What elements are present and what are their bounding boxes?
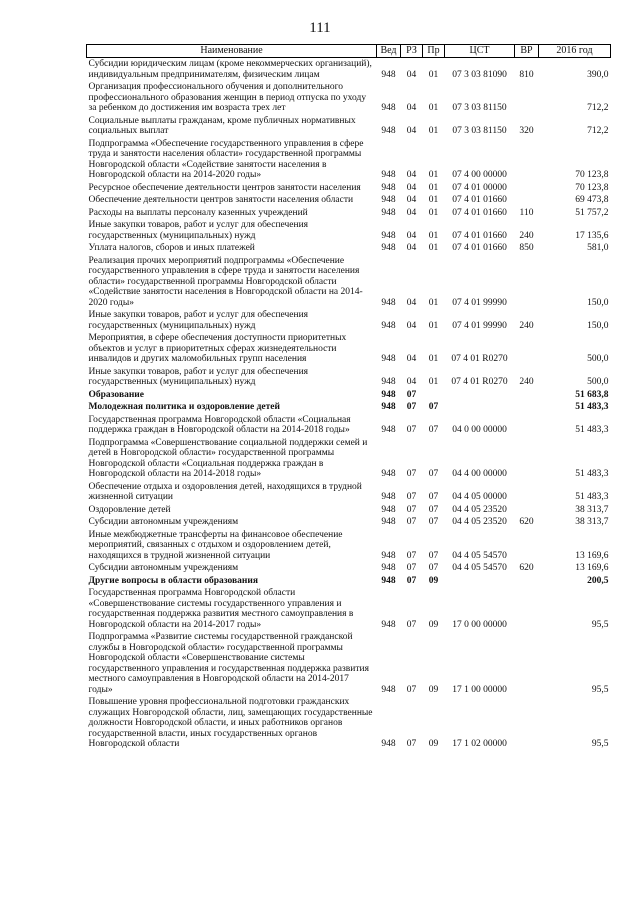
cell-pr: 09	[428, 684, 439, 695]
header-vr: ВР	[515, 45, 539, 58]
budget-table	[86, 44, 611, 751]
cell-pr: 09	[428, 619, 439, 630]
cell-cst: 07 3 03 81150	[452, 103, 507, 113]
cell-name: Оздоровление детей	[88, 504, 171, 515]
cell-name: Иные закупки товаров, работ и услуг для обеспечения государственных (муниципальных) нужд	[88, 366, 309, 387]
cell-pr: 09	[428, 739, 439, 749]
cell-vr: 240	[519, 230, 534, 241]
table-row	[87, 255, 611, 310]
header-rz: РЗ	[401, 45, 423, 58]
cell-sum: 150,0	[587, 320, 609, 331]
cell-cst: 07 4 01 00000	[452, 182, 507, 193]
cell-pr: 01	[428, 126, 439, 136]
table-row	[87, 587, 611, 631]
cell-name: Подпрограмма «Развитие системы государственной гражданской службы в Новгородской области» государственной программы Новгородской области «Совершенствование системы государственного управления и государственная поддержка развития местного самоуправления в Новгородской области на 2014-2017 годы»	[88, 632, 369, 695]
cell-sum: 712,2	[587, 126, 609, 136]
table-row	[87, 138, 611, 182]
table-row	[87, 504, 611, 517]
cell-rz: 07	[406, 492, 417, 502]
cell-cst: 07 4 01 01660	[452, 230, 507, 241]
cell-name: Расходы на выплаты персоналу казенных учреждений	[88, 207, 308, 218]
cell-vr	[515, 194, 539, 207]
cell-rz: 07	[406, 389, 417, 400]
cell-vr	[515, 332, 539, 366]
cell-name: Иные закупки товаров, работ и услуг для обеспечения государственных (муниципальных) нужд	[88, 310, 309, 331]
cell-cst: 17 1 00 00000	[452, 684, 507, 695]
cell-rz: 07	[406, 575, 417, 586]
cell-pr: 09	[428, 575, 439, 586]
cell-pr: 07	[428, 425, 439, 435]
cell-ved: 948	[381, 469, 396, 479]
cell-sum: 51 483,3	[575, 425, 609, 435]
cell-vr: 850	[519, 243, 534, 253]
cell-name: Другие вопросы в области образования	[88, 575, 259, 586]
cell-name: Субсидии юридическим лицам (кроме некоммерческих организаций), индивидуальным предпринимателям, физическим лицам	[88, 59, 372, 80]
cell-ved: 948	[381, 563, 396, 573]
cell-vr	[515, 575, 539, 588]
cell-pr: 07	[428, 402, 439, 412]
cell-name: Молодежная политика и оздоровление детей	[88, 402, 280, 412]
cell-vr: 240	[519, 320, 534, 331]
cell-name: Уплата налогов, сборов и иных платежей	[88, 243, 255, 253]
cell-rz: 07	[406, 469, 417, 479]
table-row	[87, 516, 611, 529]
table-row	[87, 414, 611, 437]
cell-sum: 95,5	[591, 739, 609, 749]
cell-pr: 01	[428, 354, 439, 364]
cell-ved: 948	[381, 739, 396, 749]
cell-vr	[515, 255, 539, 310]
cell-pr: 01	[428, 320, 439, 331]
cell-cst: 07 3 03 81090	[452, 69, 507, 80]
cell-name: Субсидии автономным учреждениям	[88, 563, 239, 573]
cell-vr	[515, 182, 539, 195]
header-cst: ЦСТ	[445, 45, 515, 58]
cell-sum: 51 483,3	[575, 469, 609, 479]
cell-cst: 07 3 03 81150	[452, 126, 507, 136]
cell-ved: 948	[381, 195, 396, 205]
cell-sum: 712,2	[587, 103, 609, 113]
table-row	[87, 219, 611, 242]
cell-rz: 04	[406, 354, 417, 364]
cell-sum: 69 473,8	[575, 195, 609, 205]
cell-sum: 17 135,6	[575, 230, 609, 241]
cell-pr: 07	[428, 517, 439, 527]
cell-pr: 01	[428, 182, 439, 193]
table-row	[87, 696, 611, 751]
cell-ved: 948	[381, 297, 396, 308]
cell-ved: 948	[381, 517, 396, 527]
cell-sum: 70 123,8	[575, 182, 609, 193]
cell-sum: 500,0	[587, 377, 609, 387]
table-row	[87, 481, 611, 504]
cell-cst: 04 4 00 00000	[452, 469, 507, 479]
cell-pr: 01	[428, 230, 439, 241]
cell-vr	[515, 504, 539, 517]
cell-name: Иные межбюджетные трансферты на финансовое обеспечение мероприятий, связанных с отдыхом и оздоровлением детей, находящихся в трудной жизненной ситуации	[88, 529, 343, 561]
cell-ved: 948	[381, 170, 396, 180]
cell-cst: 07 4 01 01660	[452, 207, 507, 218]
cell-vr: 240	[519, 377, 534, 387]
cell-ved: 948	[381, 320, 396, 331]
cell-ved: 948	[381, 103, 396, 113]
cell-rz: 07	[406, 684, 417, 695]
cell-rz: 07	[406, 563, 417, 573]
cell-cst: 04 4 05 23520	[452, 504, 507, 515]
cell-sum: 51 483,3	[575, 402, 609, 412]
cell-cst: 07 4 00 00000	[452, 170, 507, 180]
table-row	[87, 366, 611, 389]
cell-pr: 01	[428, 195, 439, 205]
cell-ved: 948	[381, 492, 396, 502]
cell-cst: 07 4 01 99990	[452, 320, 507, 331]
cell-cst	[445, 389, 515, 402]
cell-name: Иные закупки товаров, работ и услуг для обеспечения государственных (муниципальных) нужд	[88, 220, 309, 241]
cell-ved: 948	[381, 619, 396, 630]
cell-rz: 04	[406, 377, 417, 387]
cell-cst: 07 4 01 R0270	[451, 354, 508, 364]
cell-cst: 07 4 01 R0270	[451, 377, 508, 387]
table-row	[87, 437, 611, 481]
cell-name: Субсидии автономным учреждениям	[88, 517, 239, 527]
cell-ved: 948	[381, 230, 396, 241]
cell-vr	[515, 138, 539, 182]
table-row	[87, 309, 611, 332]
cell-sum: 38 313,7	[575, 517, 609, 527]
table-header-row	[87, 45, 611, 58]
cell-sum: 200,5	[587, 575, 609, 586]
cell-rz: 04	[406, 126, 417, 136]
cell-name: Реализация прочих мероприятий подпрограммы «Обеспечение государственного управления в сфере труда и занятости населения области» государственной программы Новгородской области «Содействие занятости населения в Новгородской области на 2014-2020 годы»	[88, 255, 363, 308]
cell-rz: 07	[406, 504, 417, 515]
cell-name: Подпрограмма «Обеспечение государственного управления в сфере труда и занятости населения области» государственной программы Новгородской области «Содействие занятости населения в Новгородской области на 2014-2020 годы»	[88, 138, 364, 180]
cell-rz: 04	[406, 297, 417, 308]
cell-vr	[515, 81, 539, 115]
cell-vr	[515, 389, 539, 402]
table-row	[87, 242, 611, 255]
cell-ved: 948	[381, 402, 396, 412]
cell-pr: 01	[428, 297, 439, 308]
cell-name: Ресурсное обеспечение деятельности центров занятости населения	[88, 182, 361, 193]
cell-vr	[515, 587, 539, 631]
cell-pr	[423, 389, 445, 402]
cell-ved: 948	[381, 575, 396, 586]
header-ved: Вед	[377, 45, 401, 58]
cell-name: Обеспечение деятельности центров занятости населения области	[88, 195, 354, 205]
cell-ved: 948	[381, 207, 396, 218]
cell-vr	[515, 414, 539, 437]
cell-rz: 07	[406, 517, 417, 527]
cell-rz: 04	[406, 103, 417, 113]
cell-sum: 51 683,8	[575, 389, 609, 400]
cell-pr: 07	[428, 550, 439, 561]
cell-vr	[515, 401, 539, 414]
table-row	[87, 562, 611, 575]
cell-name: Образование	[88, 389, 144, 400]
cell-vr: 620	[519, 517, 534, 527]
cell-cst	[445, 401, 515, 414]
cell-rz: 04	[406, 207, 417, 218]
table-body	[87, 58, 611, 751]
cell-cst: 04 4 05 54570	[452, 550, 507, 561]
cell-vr	[515, 481, 539, 504]
cell-name: Подпрограмма «Совершенствование социальной поддержки семей и детей в Новгородской области» государственной программы Новгородской области «Социальная поддержка граждан в Новгородской области на 2014-2018 годы»	[88, 437, 368, 479]
cell-name: Мероприятия, в сфере обеспечения доступности приоритетных объектов и услуг в приоритетных сферах жизнедеятельности инвалидов и других маломобильных групп населения	[88, 333, 347, 364]
cell-ved: 948	[381, 243, 396, 253]
cell-name: Организация профессионального обучения и дополнительного профессионального образования женщин в период отпуска по уходу за ребенком до достижения им возраста трех лет	[88, 82, 367, 113]
header-name: Наименование	[87, 45, 377, 58]
cell-ved: 948	[381, 425, 396, 435]
cell-sum: 500,0	[587, 354, 609, 364]
table-row	[87, 575, 611, 588]
cell-cst: 17 0 00 00000	[452, 619, 507, 630]
table-row	[87, 81, 611, 115]
cell-sum: 38 313,7	[575, 504, 609, 515]
cell-rz: 07	[406, 619, 417, 630]
cell-name: Государственная программа Новгородской области «Совершенствование системы государственного управления и государственная поддержка развития местного самоуправления в Новгородской области на 2014-2017 годы»	[88, 588, 354, 630]
cell-pr: 01	[428, 243, 439, 253]
header-year: 2016 год	[539, 45, 611, 58]
cell-sum: 95,5	[591, 684, 609, 695]
header-pr: Пр	[423, 45, 445, 58]
cell-cst: 04 4 05 23520	[452, 517, 507, 527]
cell-vr: 620	[519, 563, 534, 573]
cell-ved: 948	[381, 126, 396, 136]
cell-vr	[515, 631, 539, 696]
cell-rz: 04	[406, 195, 417, 205]
cell-rz: 04	[406, 170, 417, 180]
cell-name: Государственная программа Новгородской области «Социальная поддержка граждан в Новгородской области на 2014-2018 годы»	[88, 414, 351, 435]
cell-ved: 948	[381, 182, 396, 193]
cell-rz: 04	[406, 320, 417, 331]
cell-rz: 04	[406, 182, 417, 193]
table-row	[87, 332, 611, 366]
cell-sum: 13 169,6	[575, 563, 609, 573]
cell-pr: 07	[428, 492, 439, 502]
cell-cst: 07 4 01 01660	[452, 243, 507, 253]
cell-pr: 01	[428, 69, 439, 80]
cell-cst	[445, 575, 515, 588]
cell-pr: 07	[428, 469, 439, 479]
cell-name: Социальные выплаты гражданам, кроме публичных нормативных социальных выплат	[88, 115, 356, 136]
table-row	[87, 115, 611, 138]
table-row	[87, 529, 611, 563]
cell-cst: 07 4 01 99990	[452, 297, 507, 308]
cell-vr	[515, 696, 539, 751]
cell-sum: 70 123,8	[575, 170, 609, 180]
page-number: 111	[309, 20, 331, 36]
table-row	[87, 194, 611, 207]
cell-cst: 04 4 05 54570	[452, 563, 507, 573]
cell-sum: 581,0	[587, 243, 609, 253]
cell-vr	[515, 529, 539, 563]
cell-vr	[515, 437, 539, 481]
cell-vr: 320	[519, 126, 534, 136]
cell-sum: 390,0	[587, 69, 609, 80]
cell-sum: 51 757,2	[575, 207, 609, 218]
table-row	[87, 58, 611, 82]
table-row	[87, 631, 611, 696]
cell-sum: 51 483,3	[575, 492, 609, 502]
cell-sum: 95,5	[591, 619, 609, 630]
cell-name: Обеспечение отдыха и оздоровления детей, находящихся в трудной жизненной ситуации	[88, 481, 362, 502]
cell-cst: 04 0 00 00000	[452, 425, 507, 435]
table-row	[87, 207, 611, 220]
cell-rz: 04	[406, 243, 417, 253]
cell-ved: 948	[381, 504, 396, 515]
cell-pr: 01	[428, 377, 439, 387]
cell-cst: 07 4 01 01660	[452, 195, 507, 205]
cell-rz: 07	[406, 402, 417, 412]
cell-rz: 04	[406, 69, 417, 80]
cell-ved: 948	[381, 684, 396, 695]
cell-pr: 01	[428, 207, 439, 218]
cell-pr: 01	[428, 170, 439, 180]
table-row	[87, 389, 611, 402]
cell-rz: 04	[406, 230, 417, 241]
cell-ved: 948	[381, 389, 396, 400]
cell-pr: 07	[428, 504, 439, 515]
cell-ved: 948	[381, 69, 396, 80]
cell-vr: 110	[519, 207, 534, 218]
cell-pr: 01	[428, 103, 439, 113]
cell-ved: 948	[381, 377, 396, 387]
cell-cst: 04 4 05 00000	[452, 492, 507, 502]
cell-cst: 17 1 02 00000	[452, 739, 507, 749]
cell-sum: 150,0	[587, 297, 609, 308]
cell-sum: 13 169,6	[575, 550, 609, 561]
cell-rz: 07	[406, 739, 417, 749]
cell-name: Повышение уровня профессиональной подготовки гражданских служащих Новгородской области, лиц, замещающих государственные должности Новгородской области, и иных работников органов государственной власти, иных государственных органов Новгородской области	[88, 697, 373, 749]
cell-ved: 948	[381, 550, 396, 561]
cell-ved: 948	[381, 354, 396, 364]
cell-vr: 810	[519, 69, 534, 80]
cell-rz: 07	[406, 425, 417, 435]
table-row	[87, 401, 611, 414]
table-row	[87, 182, 611, 195]
cell-pr: 07	[428, 563, 439, 573]
cell-rz: 07	[406, 550, 417, 561]
